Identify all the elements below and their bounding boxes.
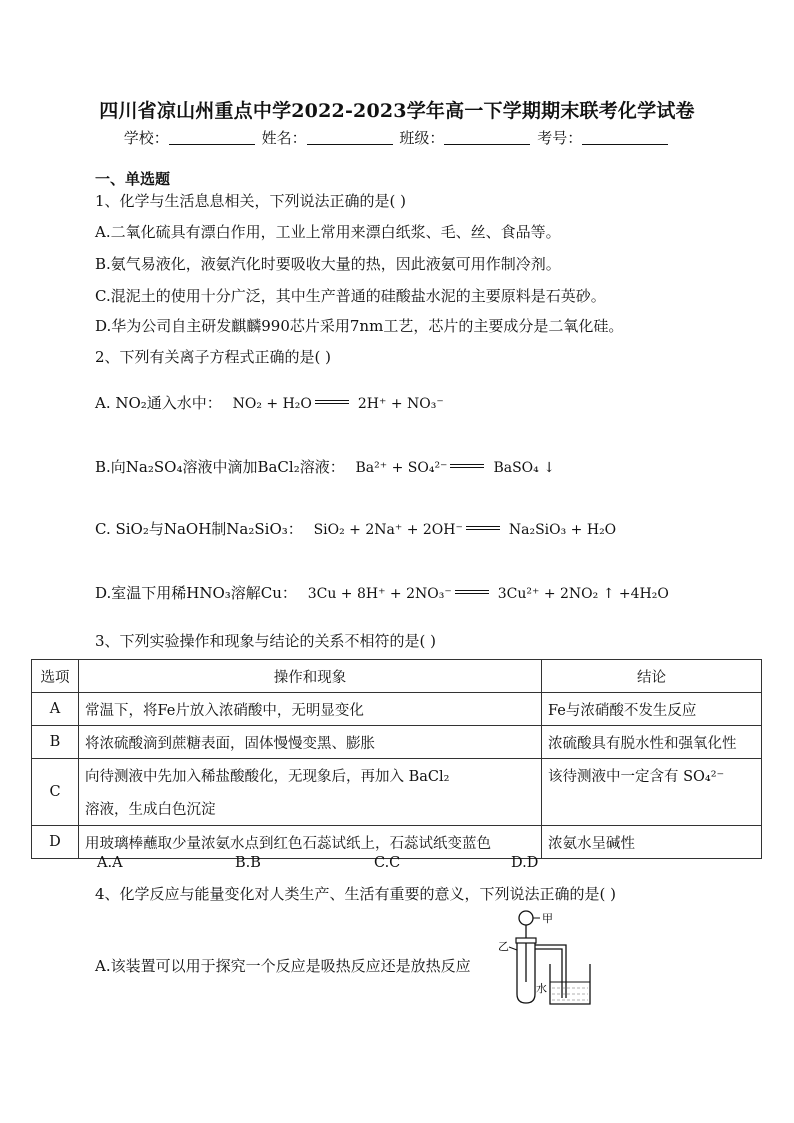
- q3-table: [31, 659, 762, 859]
- equals-arrow: [315, 400, 349, 404]
- label-water: 水: [536, 982, 547, 995]
- header-operation: 操作和现象: [79, 660, 542, 693]
- q2-b-left: Ba²⁺ + SO₄²⁻: [355, 460, 448, 476]
- q1-option-d: D.华为公司自主研发麒麟990芯片采用7nm工艺，芯片的主要成分是二氧化硅。: [95, 317, 624, 335]
- q1-option-a: A.二氧化硫具有漂白作用，工业上常用来漂白纸浆、毛、丝、食品等。: [95, 223, 561, 241]
- table-row: [32, 726, 762, 759]
- name-label: 姓名：: [261, 129, 307, 147]
- row-operation: 将浓硫酸滴到蔗糖表面，固体慢慢变黑、膨胀: [79, 726, 542, 759]
- q2-c-right: Na₂SiO₃ + H₂O: [508, 522, 617, 538]
- row-operation-line2: 溶液，生成白色沉淀: [85, 802, 216, 818]
- label-jia: 甲: [542, 912, 553, 925]
- q4-stem: 4、化学反应与能量变化对人类生产、生活有重要的意义，下列说法正确的是( ): [95, 885, 617, 903]
- row-option: B: [32, 726, 79, 759]
- exam-title: 四川省凉山州重点中学2022-2023学年高一下学期期末联考化学试卷: [99, 100, 695, 122]
- school-label: 学校：: [123, 129, 169, 147]
- q2-b-right: BaSO₄ ↓: [493, 460, 555, 476]
- school-blank[interactable]: [169, 130, 255, 145]
- q2-d-left: 3Cu + 8H⁺ + 2NO₃⁻: [307, 586, 452, 602]
- q3-option-a[interactable]: A.A: [97, 855, 123, 871]
- header-option: 选项: [32, 660, 79, 693]
- q2-option-d: [95, 582, 669, 603]
- student-info-line: [0, 127, 794, 148]
- q2-d-prefix: D.室温下用稀HNO₃溶解Cu：: [95, 584, 297, 602]
- row-option: A: [32, 693, 79, 726]
- q2-option-a: [95, 392, 444, 413]
- q2-option-b: [95, 456, 555, 477]
- row-operation-line1: 向待测液中先加入稀盐酸酸化，无现象后，再加入 BaCl₂: [85, 769, 450, 785]
- q3-option-b[interactable]: B.B: [235, 855, 261, 871]
- row-operation: 常温下，将Fe片放入浓硝酸中，无明显变化: [79, 693, 542, 726]
- table-header-row: [32, 660, 762, 693]
- q2-b-prefix: B.向Na₂SO₄溶液中滴加BaCl₂溶液：: [95, 458, 345, 476]
- row-operation: [79, 759, 542, 826]
- table-row: [32, 759, 762, 826]
- row-operation: 用玻璃棒蘸取少量浓氨水点到红色石蕊试纸上，石蕊试纸变蓝色: [79, 826, 542, 859]
- section-heading: 一、单选题: [95, 170, 171, 188]
- equals-arrow: [455, 590, 489, 594]
- q2-c-prefix: C. SiO₂与NaOH制Na₂SiO₃：: [95, 520, 303, 538]
- q1-stem: 1、化学与生活息息相关，下列说法正确的是( ): [95, 192, 407, 210]
- q3-option-d[interactable]: D.D: [511, 855, 539, 871]
- row-option: D: [32, 826, 79, 859]
- q1-option-c: C.混泥土的使用十分广泛，其中生产普通的硅酸盐水泥的主要原料是石英砂。: [95, 287, 606, 305]
- row-option: C: [32, 759, 79, 826]
- header-conclusion: 结论: [542, 660, 762, 693]
- class-blank[interactable]: [444, 130, 530, 145]
- table-row: [32, 826, 762, 859]
- class-label: 班级：: [399, 129, 445, 147]
- q2-a-prefix: A. NO₂通入水中：: [95, 394, 222, 412]
- row-conclusion: 浓硫酸具有脱水性和强氧化性: [542, 726, 762, 759]
- row-conclusion: 浓氨水呈碱性: [542, 826, 762, 859]
- equals-arrow: [466, 526, 500, 530]
- number-blank[interactable]: [582, 130, 668, 145]
- q1-option-b: B.氨气易液化，液氨汽化时要吸收大量的热，因此液氨可用作制冷剂。: [95, 255, 561, 273]
- label-yi: 乙: [498, 940, 509, 953]
- q2-a-right: 2H⁺ + NO₃⁻: [357, 396, 444, 412]
- q2-option-c: [95, 518, 616, 539]
- q4-option-a: A.该装置可以用于探究一个反应是吸热反应还是放热反应: [95, 957, 471, 975]
- number-label: 考号：: [537, 129, 583, 147]
- name-blank[interactable]: [307, 130, 393, 145]
- table-row: [32, 693, 762, 726]
- equals-arrow: [450, 464, 484, 468]
- q3-option-c[interactable]: C.C: [374, 855, 401, 871]
- q2-c-left: SiO₂ + 2Na⁺ + 2OH⁻: [313, 522, 463, 538]
- apparatus-diagram: [496, 908, 594, 1008]
- q2-stem: 2、下列有关离子方程式正确的是( ): [95, 348, 332, 366]
- q3-stem: 3、下列实验操作和现象与结论的关系不相符的是( ): [95, 632, 437, 650]
- row-conclusion: 该待测液中一定含有 SO₄²⁻: [542, 759, 762, 826]
- row-conclusion: Fe与浓硝酸不发生反应: [542, 693, 762, 726]
- q2-d-right: 3Cu²⁺ + 2NO₂ ↑ +4H₂O: [497, 586, 669, 602]
- q2-a-left: NO₂ + H₂O: [232, 396, 312, 412]
